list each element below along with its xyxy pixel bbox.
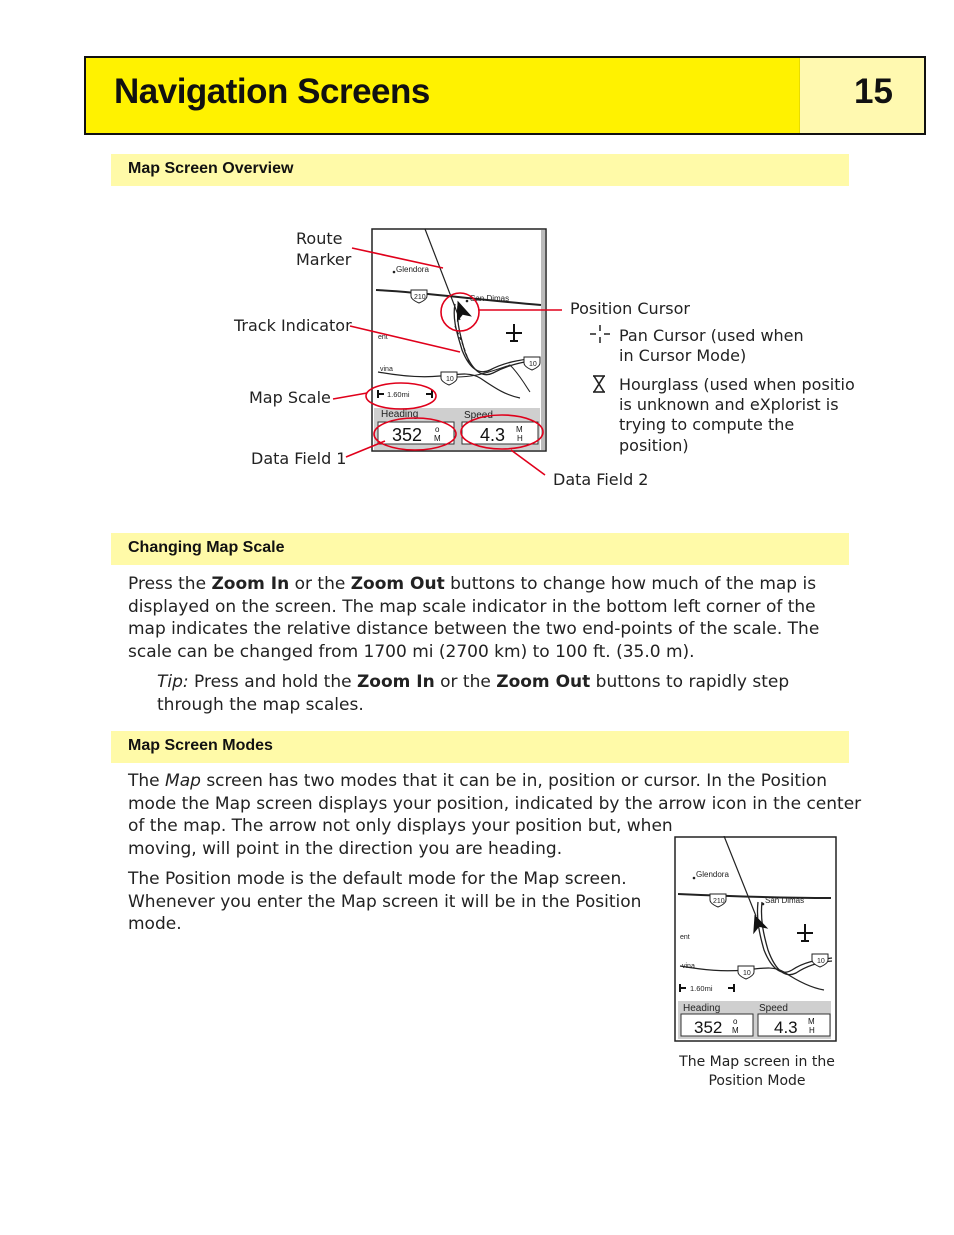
modes-line-2: mode the Map screen displays your position, indicated by the arrow icon in the center (128, 793, 862, 814)
text-run: or the (289, 574, 351, 594)
label-map-scale: Map Scale (249, 388, 331, 407)
map-label-ent: ent (378, 334, 388, 341)
caption-line-2: Position Mode (708, 1072, 806, 1089)
modes-line-4: moving, will point in the direction you are heading. (128, 838, 563, 859)
map-scale-value: 1.60mi (690, 984, 713, 993)
heading-unit-bottom: M (434, 434, 441, 443)
speed-unit-bottom: H (809, 1026, 815, 1035)
speed-value: 4.3 (774, 1018, 798, 1037)
modes-para2-line-2: Whenever you enter the Map screen it will be in the Position (128, 891, 642, 912)
modes-para2-line-3: mode. (128, 914, 182, 934)
heading-label: Heading (683, 1003, 721, 1014)
glendora-dot (693, 877, 696, 880)
hwy-210-label: 210 (414, 294, 426, 301)
heading-value: 352 (392, 425, 423, 445)
map-term: Map (165, 771, 201, 791)
map-label-san-dimas: San Dimas (470, 294, 510, 303)
heading-unit-top: o (733, 1017, 738, 1026)
label-route: Route (296, 229, 343, 248)
section-changing-map-scale (111, 533, 849, 565)
section-map-screen-modes (111, 731, 849, 763)
caption-line-1: The Map screen in the (679, 1054, 835, 1070)
hwy-10-label: 10 (529, 361, 537, 368)
speed-value: 4.3 (480, 425, 506, 445)
hwy-10-label: 10 (743, 970, 751, 977)
map-label-glendora: Glendora (396, 265, 429, 274)
text-run: The (128, 771, 166, 791)
pan-cursor-icon (590, 325, 610, 343)
position-mode-map-figure (674, 836, 849, 1043)
scale-paragraph (128, 573, 848, 663)
map-overview-figure (0, 0, 954, 540)
map-scale-line (333, 393, 367, 399)
map-label-ent: ent (680, 934, 690, 941)
data-field-2-line (511, 450, 545, 475)
section-title: Changing Map Scale (128, 539, 285, 556)
zoom-out-term: Zoom Out (350, 574, 445, 594)
section-title: Map Screen Modes (128, 737, 273, 754)
map-label-vina: vina (682, 963, 695, 970)
modes-line-3: of the map. The arrow not only displays your position but, when (128, 816, 673, 836)
label-position-cursor: Position Cursor (570, 299, 690, 318)
text-run: Press the (128, 574, 212, 594)
label-data-field-2: Data Field 2 (553, 470, 649, 489)
heading-unit-bottom: M (732, 1026, 739, 1035)
speed-label: Speed (759, 1003, 788, 1014)
san-dimas-dot (466, 300, 469, 303)
heading-unit-top: o (435, 425, 440, 434)
label-hourglass-4: position) (619, 436, 689, 455)
map-label-glendora: Glendora (696, 870, 729, 879)
speed-unit-bottom: H (517, 434, 523, 443)
hwy-210-label: 210 (713, 898, 725, 905)
text-run: buttons to change how much of the map is displayed on the screen. The map scale indicator in the bottom left corner of the map indicates the relative distance between the two end-points of the scale. The scale can be changed from 1700 mi (2700 km) to 100 ft. (35.0 m). (128, 574, 820, 662)
modes-para2-line-1: The Position mode is the default mode for the Map screen. (128, 869, 627, 889)
page-number: 15 (854, 72, 893, 111)
speed-unit-top: M (808, 1017, 815, 1026)
san-dimas-dot (762, 903, 765, 906)
map-screen-diagram (0, 0, 954, 540)
hwy-10-label: 10 (446, 376, 454, 383)
speed-label: Speed (464, 410, 493, 421)
label-pan-cursor-2: in Cursor Mode) (619, 346, 747, 365)
label-hourglass-3: trying to compute the (619, 415, 795, 434)
label-pan-cursor-1: Pan Cursor (used when (619, 326, 804, 345)
label-data-field-1: Data Field 1 (251, 449, 347, 468)
figure-caption (664, 1053, 850, 1090)
section-title: Map Screen Overview (128, 160, 294, 177)
map-scale-value: 1.60mi (387, 390, 410, 399)
tip-label: Tip: (157, 672, 189, 692)
hwy-10-label: 10 (817, 958, 825, 965)
zoom-in-term: Zoom In (356, 672, 435, 692)
zoom-out-term: Zoom Out (496, 672, 591, 692)
page-title: Navigation Screens (114, 72, 430, 111)
label-track-indicator: Track Indicator (234, 316, 352, 335)
heading-label: Heading (381, 409, 419, 420)
label-hourglass-1: Hourglass (used when positio (619, 375, 855, 394)
glendora-dot (393, 271, 396, 274)
label-marker: Marker (296, 250, 352, 269)
text-run: screen has two modes that it can be in, position or cursor. In the Position (200, 771, 827, 791)
heading-value: 352 (694, 1018, 723, 1037)
map-screen-scrollbar (541, 230, 545, 450)
text-run: buttons to rapidly step through the map scales. (157, 672, 790, 715)
map-label-san-dimas: San Dimas (765, 896, 805, 905)
modes-line-1 (128, 770, 848, 793)
text-run: Press and hold the (188, 672, 357, 692)
hourglass-icon (593, 376, 605, 392)
text-run: or the (434, 672, 497, 692)
label-hourglass-2: is unknown and eXplorist is (619, 395, 839, 414)
map-label-vina: vina (380, 366, 393, 373)
speed-unit-top: M (516, 425, 523, 434)
tip-paragraph (157, 671, 847, 716)
zoom-in-term: Zoom In (211, 574, 290, 594)
